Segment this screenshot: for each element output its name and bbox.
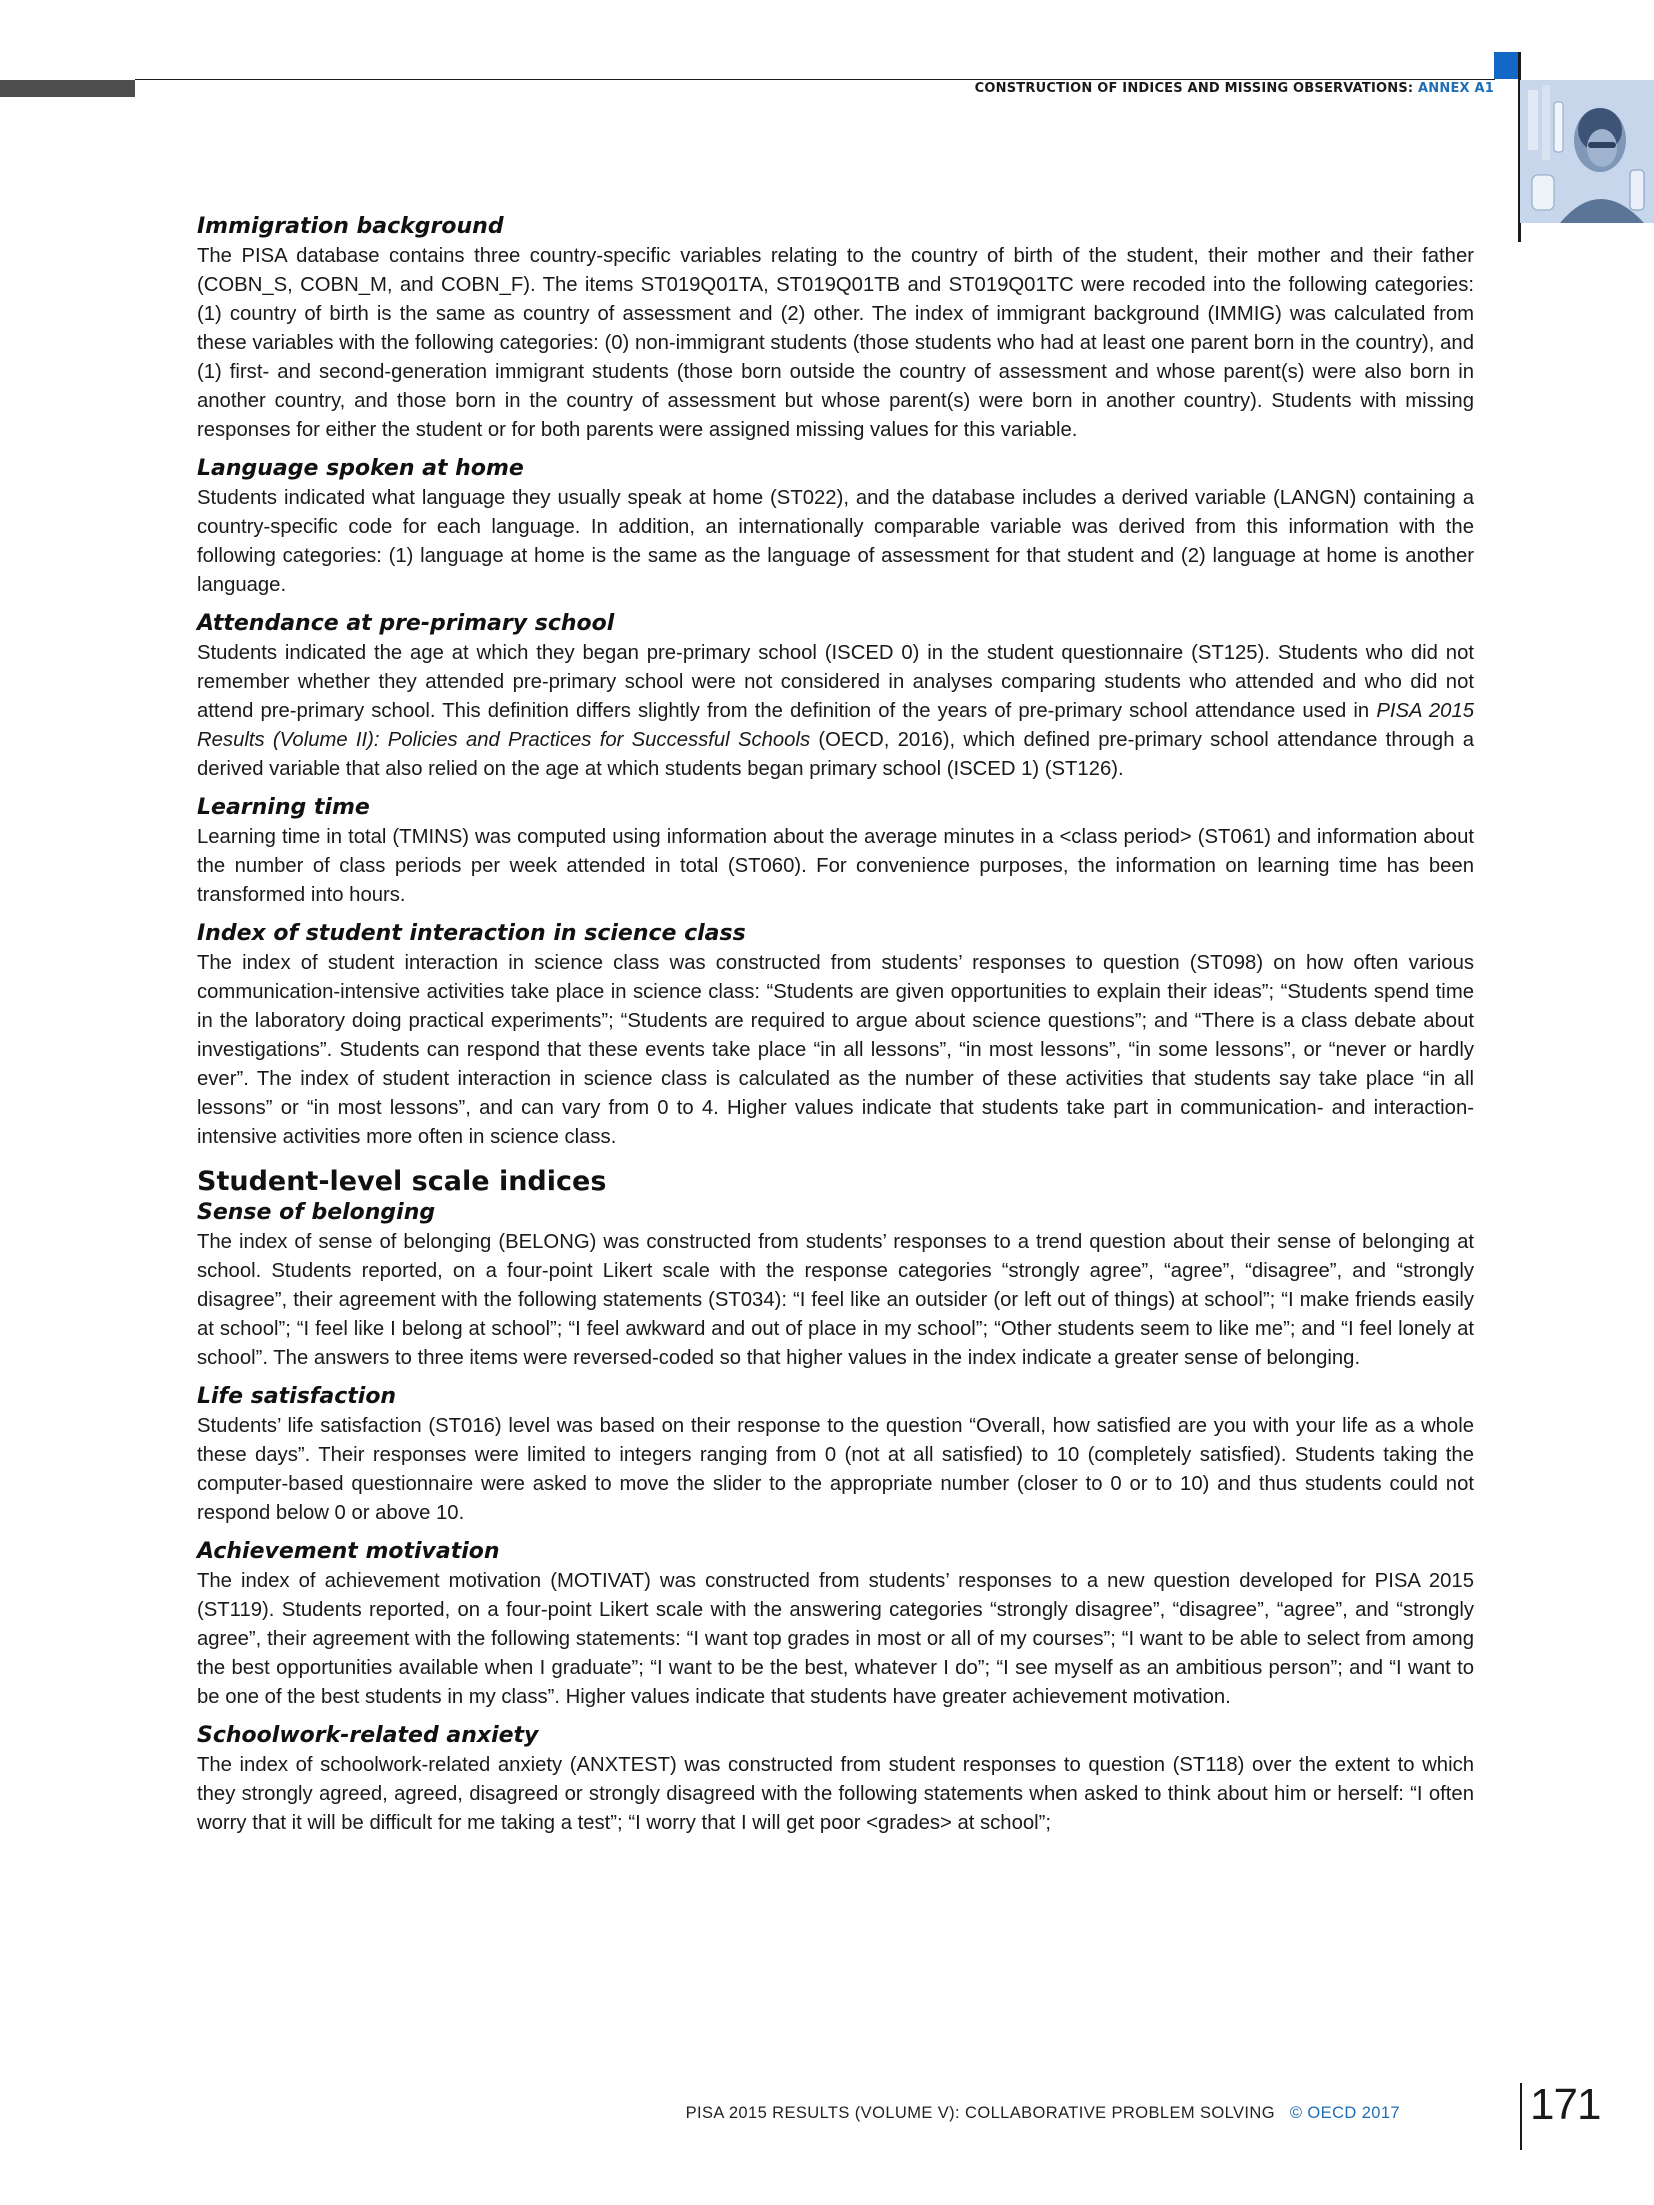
running-footer [686, 2104, 1400, 2123]
footer-copyright: © OECD 2017 [1289, 2104, 1400, 2122]
page-number: 171 [1530, 2080, 1601, 2129]
heading-student-level-scale-indices: Student-level scale indices [197, 1166, 607, 1197]
paragraph-life-satisfaction: Students’ life satisfaction (ST016) level was based on their response to the question “Overall, how satisfied are you with your life as a whole these days”. Their responses were limited to integers ranging from 0 (not at all satisfied) to 10 (completely satisfied). Students taking the computer-based questionnaire were asked to move the slider to the appropriate number (closer to 0 or to 10) and thus students could not respond below 0 or above 10. [197, 1415, 1474, 1524]
heading-life-satisfaction: Life satisfaction [197, 1384, 397, 1409]
paragraph-learning-time: Learning time in total (TMINS) was computed using information about the average minutes in a <class period> (ST061) and information about the number of class periods per week attended in total (ST060). For convenience purposes, the information on learning time has been transformed into hours. [197, 826, 1474, 906]
publication-title-reference: PISA 2015 Results (Volume II): Policies and Practices for Successful Schools [197, 700, 1475, 751]
heading-student-interaction: Index of student interaction in science class [197, 921, 746, 946]
heading-schoolwork-anxiety: Schoolwork-related anxiety [197, 1723, 539, 1748]
heading-achievement-motivation: Achievement motivation [197, 1539, 500, 1564]
heading-sense-of-belonging: Sense of belonging [197, 1200, 436, 1225]
heading-attendance-pre-primary: Attendance at pre-primary school [197, 611, 615, 636]
paragraph-student-interaction: The index of student interaction in science class was constructed from students’ responses to question (ST098) on how often various communication-intensive activities take place in science class: “Students are given opportunities to explain their ideas”; “Students spend time in the laboratory doing practical experiments”; “Students are required to argue about science questions”; and “There is a class debate about investigations”. Students can respond that these events take place “in all lessons”, “in most lessons”, “in some lessons”, or “never or hardly ever”. The index of student interaction in science class is calculated as the number of these activities that students say take place “in all lessons” or “in most lessons”, and can vary from 0 to 4. Higher values indicate that students take part in communication- and interaction-intensive activities more often in science class. [197, 952, 1474, 1148]
heading-learning-time: Learning time [197, 795, 370, 820]
running-header-annex: ANNEX A1 [1418, 81, 1494, 96]
footer-publication-title: PISA 2015 RESULTS (VOLUME V): COLLABORATIVE PROBLEM SOLVING [685, 2104, 1275, 2122]
running-header [975, 80, 1494, 97]
header-gray-bar [0, 80, 135, 97]
header-photo-scientist [1520, 80, 1654, 223]
paragraph-sense-of-belonging: The index of sense of belonging (BELONG) was constructed from students’ responses to a trend question about their sense of belonging at school. Students reported, on a four-point Likert scale with the response categories “strongly agree”, “agree”, “disagree”, and “strongly disagree”, their agreement with the following statements (ST034): “I feel like an outsider (or left out of things) at school”; “I make friends easily at school”; “I feel like I belong at school”; “I feel awkward and out of place in my school”; “Other students seem to like me”; and “I feel lonely at school”. The answers to three items were reversed-coded so that higher values in the index indicate a greater sense of belonging. [197, 1231, 1474, 1369]
paragraph-part: (OECD, 2016), which defined pre-primary school attendance through a derived variable that also relied on the age at which students began primary school (ISCED 1) (ST126). [197, 729, 1475, 780]
paragraph-immigration-background: The PISA database contains three country-specific variables relating to the country of birth of the student, their mother and their father (COBN_S, COBN_M, and COBN_F). The items ST019Q01TA, ST019Q01TB and ST019Q01TC were recoded into the following categories: (1) country of birth is the same as country of assessment and (2) other. The index of immigrant background (IMMIG) was calculated from these variables with the following categories: (0) non-immigrant students (those students who had at least one parent born in the country), and (1) first- and second-generation immigrant students (those born outside the country of assessment and whose parent(s) were also born in another country, and those born in the country of assessment but whose parent(s) were born in another country). Students with missing responses for either the student or for both parents were assigned missing values for this variable. [197, 245, 1474, 441]
page-body [197, 212, 1474, 1847]
header-blue-square [1494, 52, 1521, 79]
heading-language-spoken-at-home: Language spoken at home [197, 456, 524, 481]
footer-vertical-rule [1520, 2083, 1522, 2150]
paragraph-schoolwork-anxiety: The index of schoolwork-related anxiety (ANXTEST) was constructed from student responses to question (ST118) over the extent to which they strongly agreed, agreed, disagreed or strongly disagreed with the following statements when asked to think about him or herself: “I often worry that it will be difficult for me taking a test”; “I worry that I will get poor <grades> at school”; [197, 1754, 1474, 1834]
running-header-title: CONSTRUCTION OF INDICES AND MISSING OBSERVATIONS: [974, 81, 1414, 96]
paragraph-part: Students indicated the age at which they began pre-primary school (ISCED 0) in the student questionnaire (ST125). Students who did not remember whether they attended pre-primary school were not considered in analyses comparing students who attended and who did not attend pre-primary school. This definition differs slightly from the definition of the years of pre-primary school attendance used in [197, 642, 1474, 722]
heading-immigration-background: Immigration background [197, 214, 504, 239]
paragraph-achievement-motivation: The index of achievement motivation (MOTIVAT) was constructed from students’ responses to a new question developed for PISA 2015 (ST119). Students reported, on a four-point Likert scale with the answering categories “strongly disagree”, “disagree”, “agree”, and “strongly agree”, their agreement with the following statements: “I want top grades in most or all of my courses”; “I want to be able to select from among the best opportunities available when I graduate”; “I want to be the best, whatever I do”; “I see myself as an ambitious person”; and “I want to be one of the best students in my class”. Higher values indicate that students have greater achievement motivation. [197, 1570, 1474, 1708]
paragraph-attendance-pre-primary [197, 639, 1474, 784]
paragraph-language-spoken-at-home: Students indicated what language they usually speak at home (ST022), and the database includes a derived variable (LANGN) containing a country-specific code for each language. In addition, an internationally comparable variable was derived from this information with the following categories: (1) language at home is the same as the language of assessment for that student and (2) language at home is another language. [197, 487, 1474, 596]
scientist-photo-illustration [1520, 80, 1654, 223]
